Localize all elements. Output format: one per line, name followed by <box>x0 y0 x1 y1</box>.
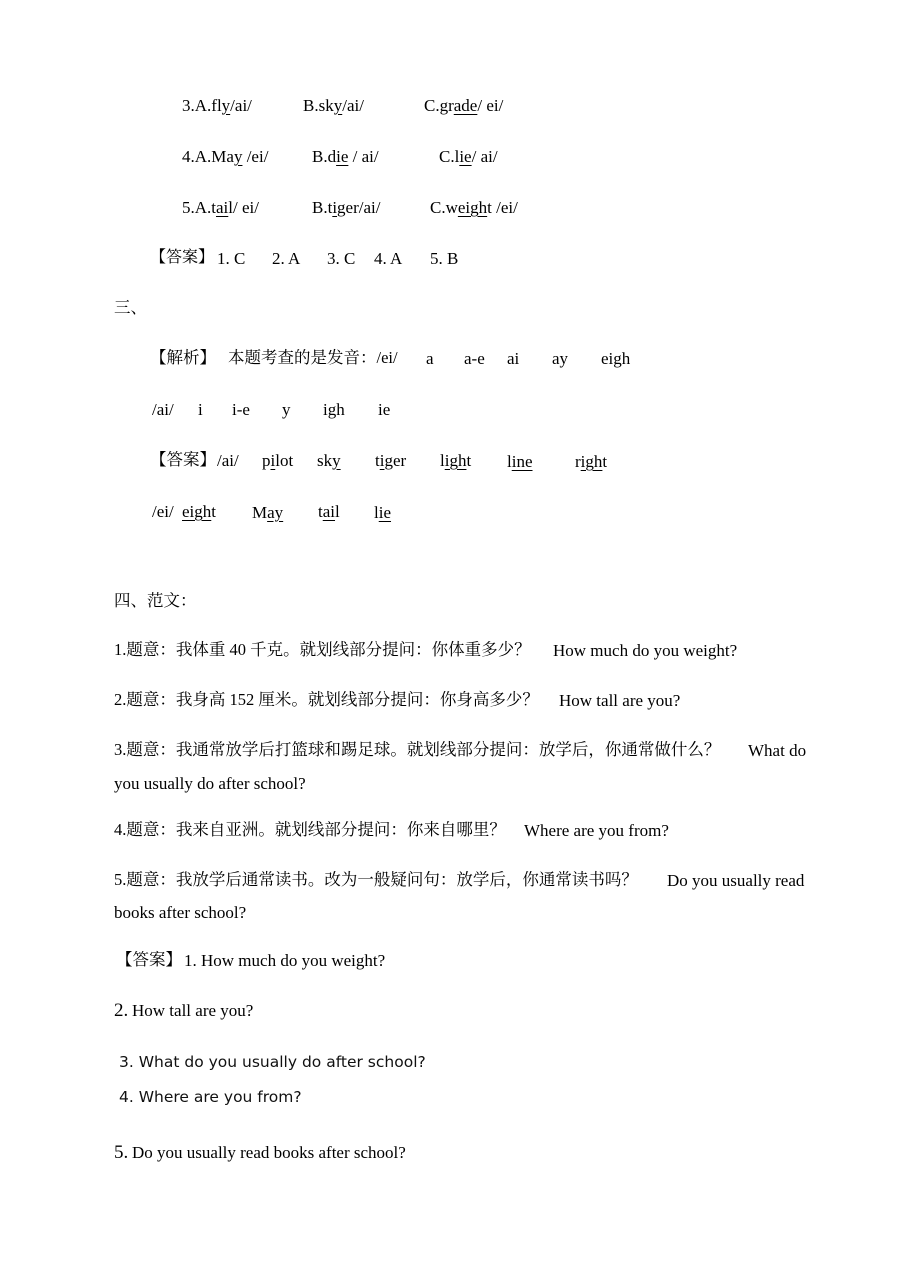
option-row-4 <box>182 148 542 168</box>
option-a-underlined: ai <box>216 198 229 217</box>
ei-spelling: a <box>426 349 434 368</box>
ai-answer-label: /ai/ <box>217 451 239 470</box>
ai-spelling-line <box>152 401 412 421</box>
option-row-5 <box>182 199 542 219</box>
answer-line-4: 4. Where are you from? <box>119 1088 302 1106</box>
ei-word: eight <box>182 502 217 521</box>
option-c-underlined: ade <box>453 96 478 115</box>
option-b: B.t <box>312 198 333 217</box>
answer-line-3: 3. What do you usually do after school? <box>119 1053 426 1071</box>
option-b-underlined: ie <box>336 147 349 166</box>
ei-spelling: ay <box>552 349 569 368</box>
answer-line-two <box>150 250 470 270</box>
answer-label: 【答案】 <box>116 950 182 969</box>
ai-word: tiger <box>375 451 407 470</box>
answer-item: 5. B <box>430 249 459 268</box>
option-a-underlined: y <box>233 147 243 166</box>
answer-label: 【答案】 <box>150 450 216 469</box>
answer-line-2 <box>114 1002 274 1024</box>
ei-word: lie <box>374 503 392 522</box>
option-c-sound: / ai/ <box>471 147 498 166</box>
ai-word: pilot <box>262 451 294 470</box>
question-item-2 <box>114 692 714 712</box>
question-english: Do you usually read <box>667 871 805 890</box>
option-c: C.l <box>439 147 460 166</box>
option-number: 4. <box>182 147 195 166</box>
ai-spelling: igh <box>323 400 345 419</box>
option-a-sound: /ei/ <box>242 147 269 166</box>
answer-item: 4. A <box>374 249 403 268</box>
ai-spelling: i-e <box>232 400 250 419</box>
answer-number: 5. <box>114 1142 129 1163</box>
question-chinese: 1.题意：我体重 40 千克。就划线部分提问：你体重多少？ <box>114 640 531 659</box>
answer-ai-line <box>150 452 770 474</box>
option-row-3 <box>182 97 542 117</box>
ai-label: /ai/ <box>152 400 174 419</box>
answer-line-1 <box>116 952 416 972</box>
ei-spelling: a-e <box>464 349 485 368</box>
section-four-title: 四、范文： <box>114 591 197 610</box>
option-c: C.gr <box>424 96 454 115</box>
answer-number: 2. <box>114 1000 129 1021</box>
question-item-3-continued: you usually do after school? <box>114 774 306 793</box>
option-a: A.Ma <box>194 147 234 166</box>
option-c: C.w <box>430 198 458 217</box>
question-chinese: 2.题意：我身高 152 厘米。就划线部分提问：你身高多少？ <box>114 690 539 709</box>
option-a-sound: /ai/ <box>230 96 252 115</box>
answer-text: How tall are you? <box>132 1001 254 1020</box>
ai-word: line <box>507 452 533 471</box>
option-b-underlined: y <box>333 96 343 115</box>
ei-spelling: eigh <box>601 349 631 368</box>
question-item-4 <box>114 822 694 842</box>
question-item-5-continued: books after school? <box>114 903 247 922</box>
option-a: A.t <box>194 198 216 217</box>
question-english: Where are you from? <box>524 821 669 840</box>
answer-ei-line <box>152 503 432 525</box>
option-b-sound: /ai/ <box>342 96 364 115</box>
section-three-title: 三、 <box>114 298 147 317</box>
question-item-1 <box>114 642 774 662</box>
question-chinese: 5.题意：我放学后通常读书。改为一般疑问句：放学后，你通常读书吗？ <box>114 870 638 889</box>
option-c-underlined: ie <box>459 147 472 166</box>
option-c-sound: t /ei/ <box>487 198 518 217</box>
option-a-sound: l/ ei/ <box>228 198 259 217</box>
answer-label: 【答案】 <box>150 249 215 266</box>
option-b-sound: ger/ai/ <box>337 198 381 217</box>
ai-spelling: ie <box>378 400 391 419</box>
option-c-underlined: eigh <box>457 198 488 217</box>
question-chinese: 4.题意：我来自亚洲。就划线部分提问：你来自哪里？ <box>114 820 506 839</box>
analysis-line <box>150 350 650 370</box>
ai-spelling: y <box>282 400 291 419</box>
ei-spelling: ai <box>507 349 520 368</box>
answer-item: 1. C <box>217 249 246 268</box>
ei-word: tail <box>318 502 340 521</box>
ai-word: sky <box>317 451 341 470</box>
ai-word: light <box>440 451 472 470</box>
answer-line-5 <box>114 1144 434 1166</box>
answer-text: 1. How much do you weight? <box>184 951 386 970</box>
question-english: How tall are you? <box>559 691 681 710</box>
option-number: 3. <box>182 96 195 115</box>
answer-item: 2. A <box>272 249 301 268</box>
option-b-sound: / ai/ <box>348 147 379 166</box>
option-b: B.d <box>312 147 337 166</box>
question-english: What do <box>748 741 807 760</box>
option-number: 5. <box>182 198 195 217</box>
ai-word: right <box>575 452 608 471</box>
option-b: B.sk <box>303 96 334 115</box>
ai-spelling: i <box>198 400 203 419</box>
analysis-label: 【解析】 <box>150 348 216 367</box>
ei-word: May <box>252 503 284 522</box>
answer-text: Do you usually read books after school? <box>132 1143 406 1162</box>
answer-item: 3. C <box>327 249 356 268</box>
option-c-sound: / ei/ <box>477 96 504 115</box>
question-item-3 <box>114 742 814 762</box>
question-item-5 <box>114 872 814 892</box>
analysis-text: 本题考查的是发音：/ei/ <box>228 348 398 367</box>
question-chinese: 3.题意：我通常放学后打篮球和踢足球。就划线部分提问：放学后，你通常做什么？ <box>114 740 721 759</box>
question-english: How much do you weight? <box>553 641 738 660</box>
option-b-underlined: i <box>332 198 338 217</box>
ei-answer-label: /ei/ <box>152 502 174 521</box>
option-a-underlined: y <box>221 96 231 115</box>
option-a: A.fl <box>194 96 222 115</box>
